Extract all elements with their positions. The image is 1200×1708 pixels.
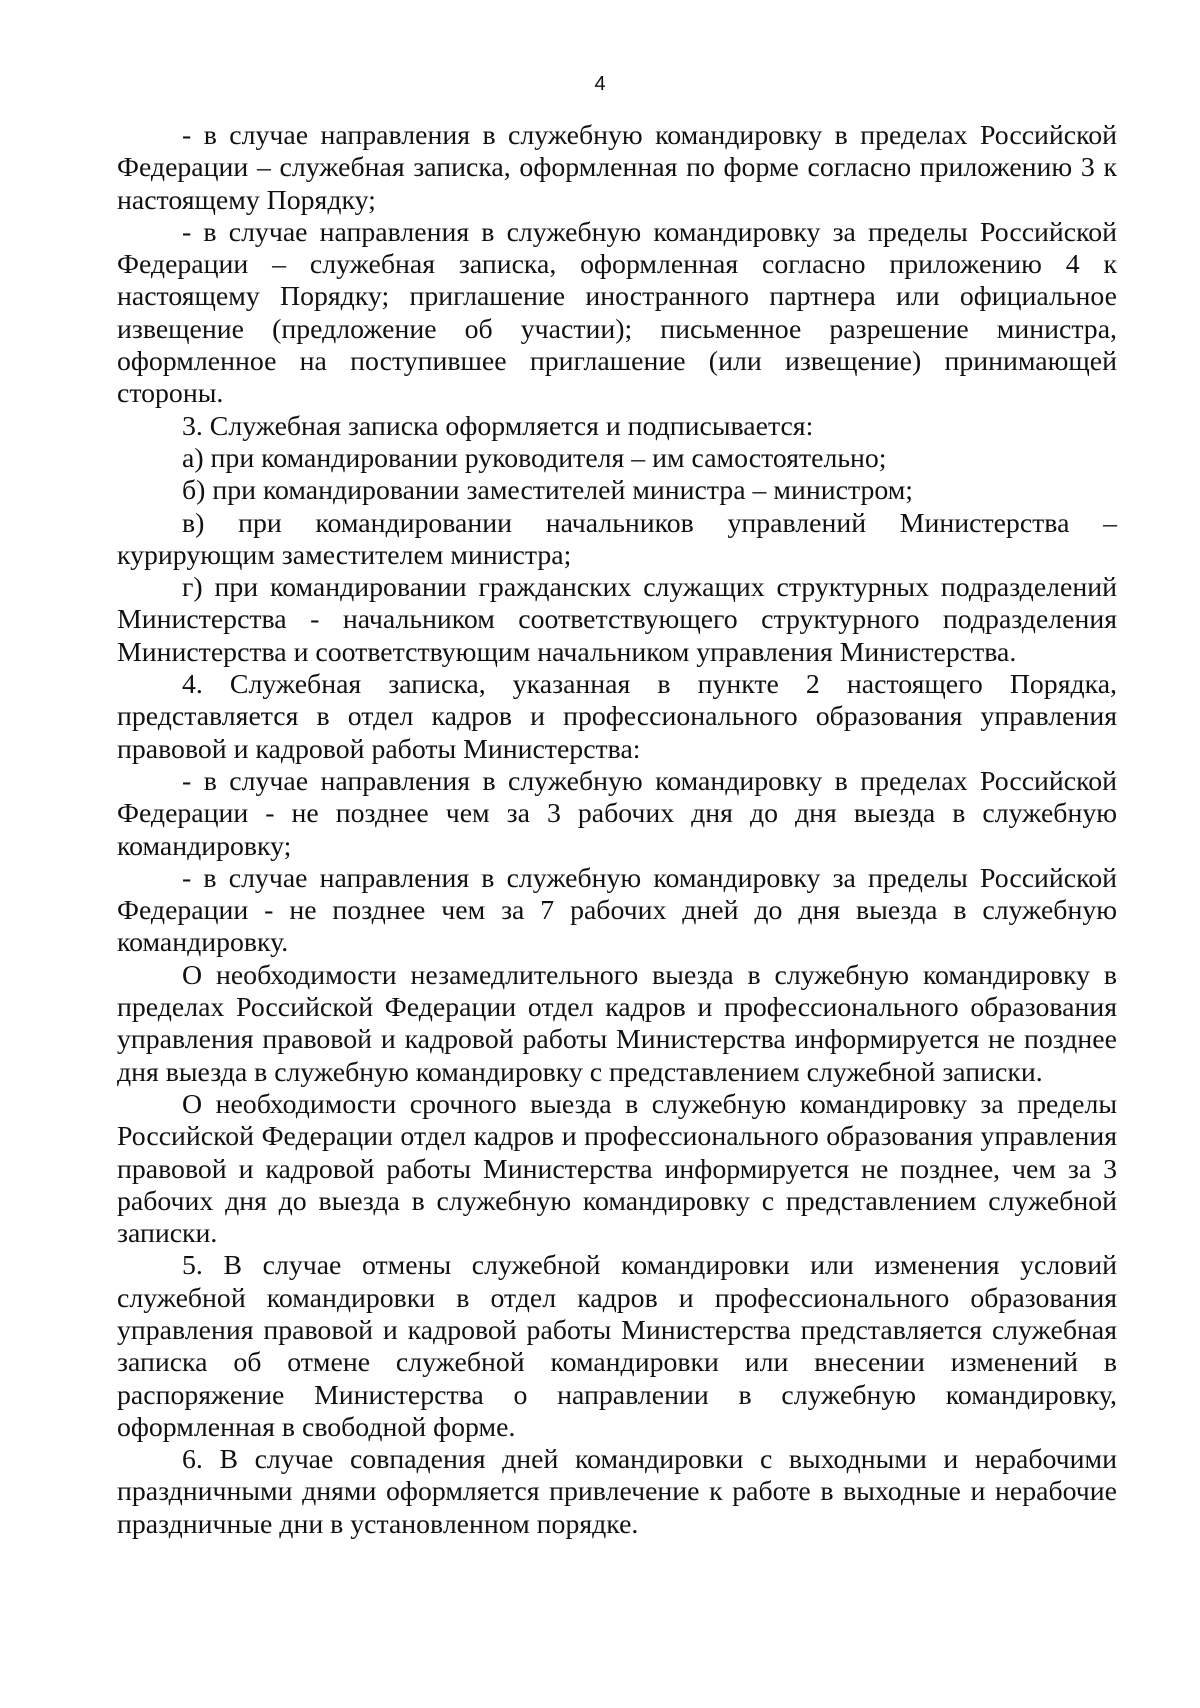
paragraph-4-heading: 4. Служебная записка, указанная в пункте 2 настоящего Порядка, представляется в отдел кадров и профессионального образования управления правовой и кадровой работы Министерства: [117, 669, 1117, 765]
paragraph-6: 6. В случае совпадения дней командировки с выходными и нерабочими праздничными днями оформляется привлечение к работе в выходные и нерабочие праздничные дни в установленном порядке. [117, 1444, 1117, 1540]
paragraph-2-foreign-memo: - в случае направления в служебную командировку за пределы Российской Федерации – служебная записка, оформленная согласно приложению 4 к настоящему Порядку; приглашение иностранного партнера или официальное извещение (предложение об участии); письменное разрешение министра, оформленное на поступившее приглашение (или извещение) принимающей стороны. [117, 216, 1117, 410]
paragraph-3b: б) при командировании заместителей министра – министром; [182, 475, 914, 507]
paragraph-3-heading: 3. Служебная записка оформляется и подписывается: [182, 410, 814, 442]
paragraph-urgent-foreign: О необходимости срочного выезда в служебную командировку за пределы Российской Федерации отдел кадров и профессионального образования управления правовой и кадровой работы Министерства информируется не позднее, чем за 3 рабочих дня до выезда в служебную командировку с представлением служебной записки. [117, 1088, 1117, 1250]
paragraph-urgent-domestic: О необходимости незамедлительного выезда в служебную командировку в пределах Российской Федерации отдел кадров и профессионального образования управления правовой и кадровой работы Министерства информируется не позднее дня выезда в служебную командировку с представлением служебной записки. [117, 959, 1117, 1088]
paragraph-4-domestic-deadline: - в случае направления в служебную командировку в пределах Российской Федерации - не позднее чем за 3 рабочих дня до дня выезда в служебную командировку; [117, 765, 1117, 862]
paragraph-3a: а) при командировании руководителя – им самостоятельно; [182, 442, 887, 474]
paragraph-4-foreign-deadline: - в случае направления в служебную командировку за пределы Российской Федерации - не позднее чем за 7 рабочих дней до дня выезда в служебную командировку. [117, 862, 1117, 959]
document-body [117, 120, 1117, 1541]
paragraph-3v: в) при командировании начальников управлений Министерства – курирующим заместителем министра; [117, 507, 1117, 571]
page-number: 4 [594, 73, 606, 95]
paragraph-5: 5. В случае отмены служебной командировки или изменения условий служебной командировки в отдел кадров и профессионального образования управления правовой и кадровой работы Министерства представляется служебная записка об отмене служебной командировки или внесении изменений в распоряжение Министерства о направлении в служебную командировку, оформленная в свободной форме. [117, 1250, 1117, 1443]
paragraph-2-domestic-memo: - в случае направления в служебную командировку в пределах Российской Федерации – служебная записка, оформленная по форме согласно приложению 3 к настоящему Порядку; [117, 120, 1117, 216]
paragraph-3g: г) при командировании гражданских служащих структурных подразделений Министерства - начальником соответствующего структурного подразделения Министерства и соответствующим начальником управления Министерства. [117, 572, 1117, 668]
